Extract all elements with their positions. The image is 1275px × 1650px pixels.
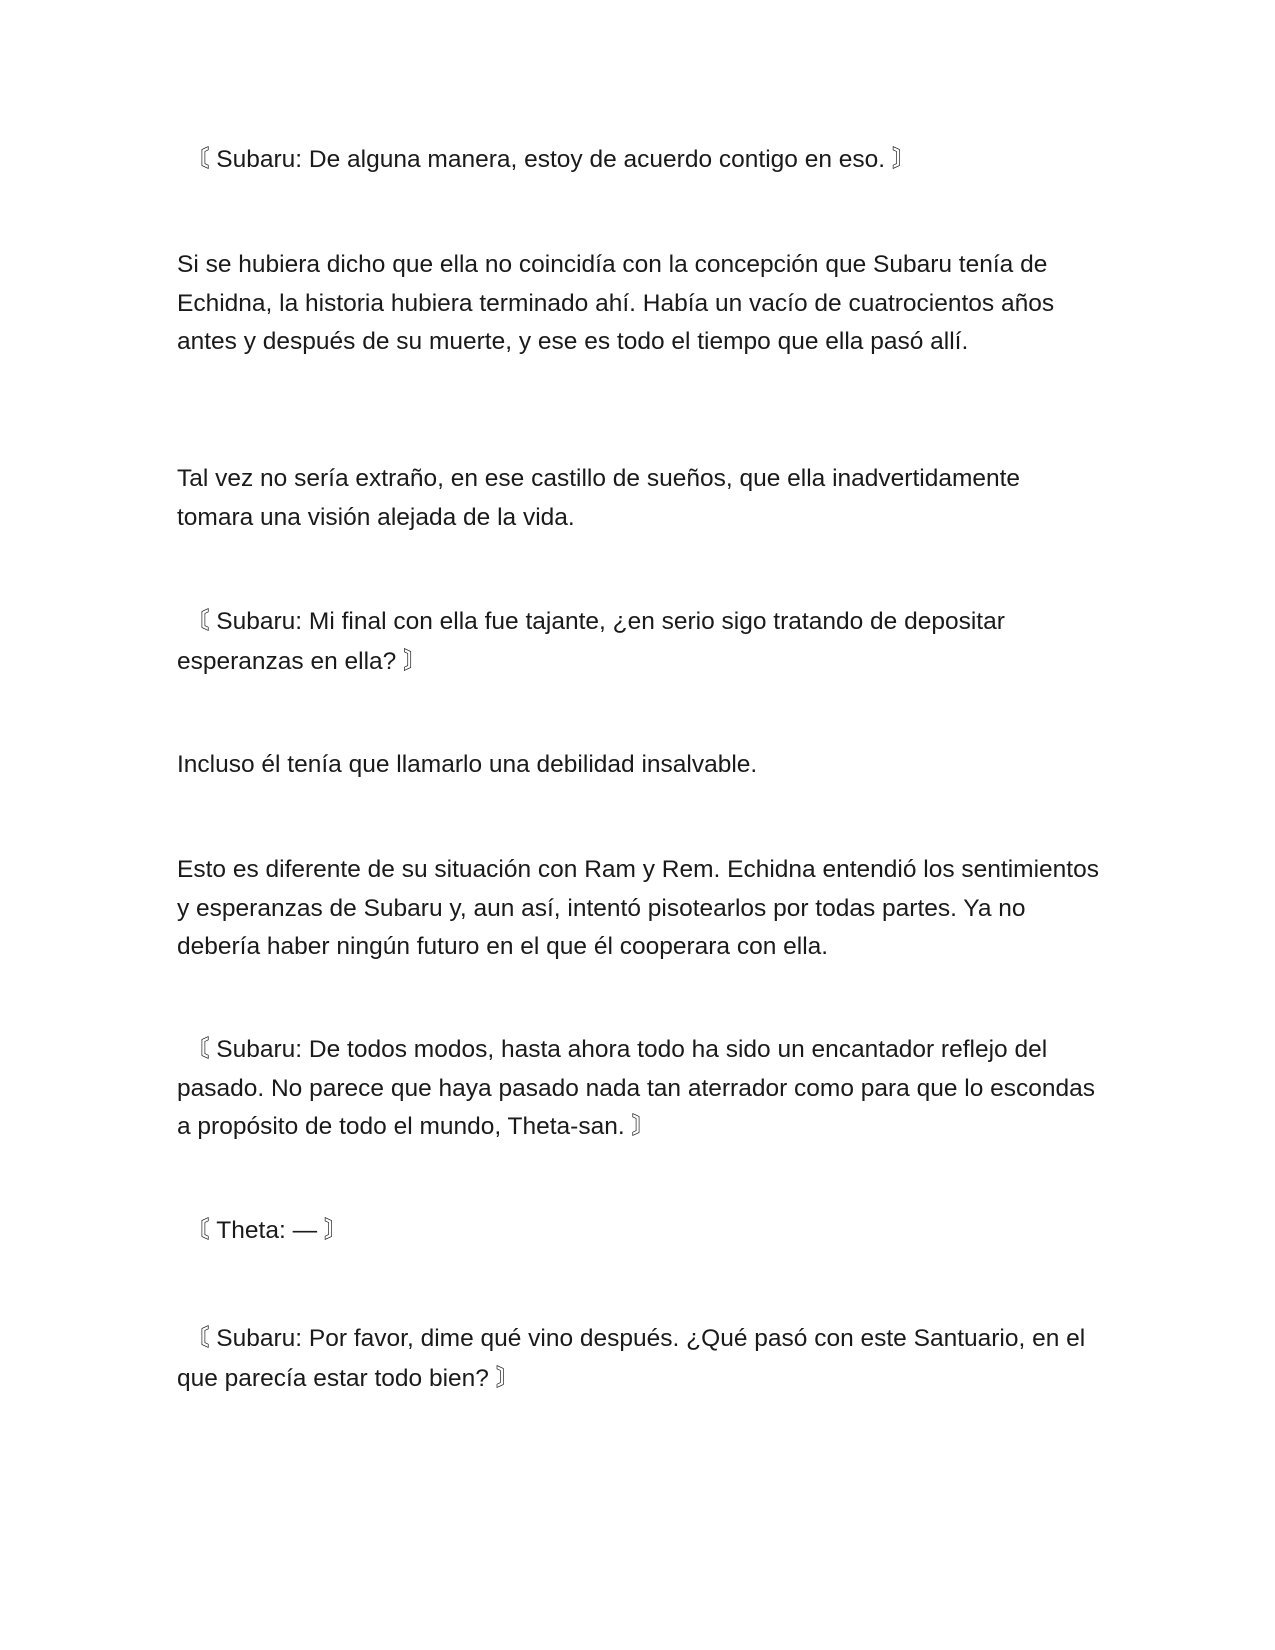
paragraph-dialogue-theta: 〘 Theta: — 〙 xyxy=(185,1217,349,1244)
paragraph-dialogue-subaru-3: 〘 Subaru: De todos modos, hasta ahora todo ha sido un encantador reflejo del pasado. No parece que haya pasado nada tan aterrador como para que lo escondas a propósito de todo el mundo, Theta-san. 〙 xyxy=(177,1036,1096,1140)
paragraph-dialogue-subaru-1: 〘 Subaru: De alguna manera, estoy de acuerdo contigo en eso. 〙 xyxy=(185,146,917,173)
paragraph-dialogue-subaru-2: 〘 Subaru: Mi final con ella fue tajante, ¿en serio sigo tratando de depositar esperanzas en ella? 〙 xyxy=(177,608,1005,675)
paragraph-narration-1: Si se hubiera dicho que ella no coincidía con la concepción que Subaru tenía de Echidna, la historia hubiera terminado ahí. Había un vacío de cuatrocientos años antes y después de su muerte, y ese es todo el tiempo que ella pasó allí. xyxy=(177,251,1055,355)
paragraph-narration-3: Incluso él tenía que llamarlo una debilidad insalvable. xyxy=(177,751,758,778)
paragraph-narration-2: Tal vez no sería extraño, en ese castillo de sueños, que ella inadvertidamente tomara una visión alejada de la vida. xyxy=(177,465,1021,531)
paragraph-narration-4: Esto es diferente de su situación con Ram y Rem. Echidna entendió los sentimientos y esperanzas de Subaru y, aun así, intentó pisotearlos por todas partes. Ya no debería haber ningún futuro en el que él cooperara con ella. xyxy=(177,856,1099,960)
paragraph-dialogue-subaru-4: 〘 Subaru: Por favor, dime qué vino después. ¿Qué pasó con este Santuario, en el que parecía estar todo bien? 〙 xyxy=(177,1325,1086,1392)
